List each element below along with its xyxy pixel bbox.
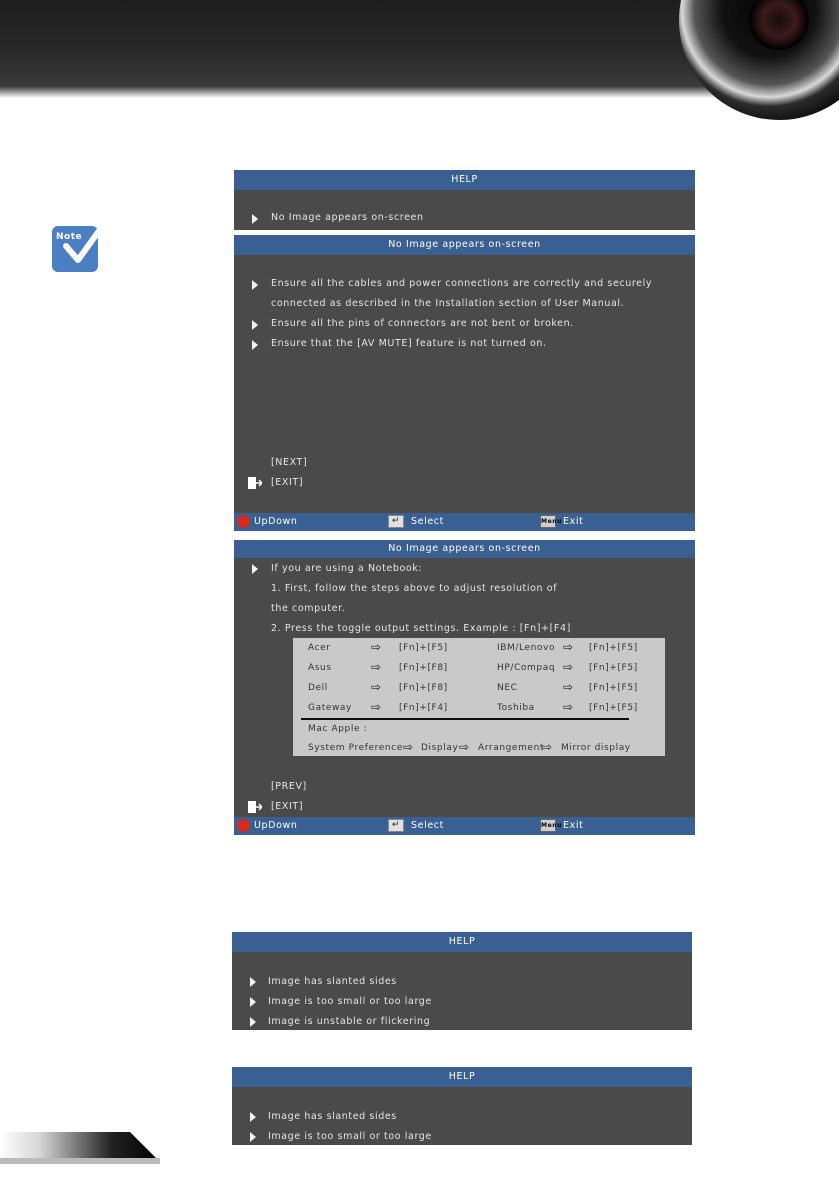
brand-cell: Asus xyxy=(308,663,332,673)
exit-label: Exit xyxy=(563,820,584,831)
hotkey-cell: [Fn]+[F5] xyxy=(589,683,638,693)
arrow-icon: ⇨ xyxy=(459,740,470,754)
updown-icon xyxy=(237,819,250,832)
exit-label: Exit xyxy=(563,516,584,527)
updown-label: UpDown xyxy=(254,516,298,527)
help-item[interactable]: Image has slanted sides xyxy=(268,1111,397,1122)
brand-cell: Toshiba xyxy=(497,703,535,713)
hotkey-cell: [Fn]+[F5] xyxy=(589,703,638,713)
exit-button[interactable]: [EXIT] xyxy=(271,801,304,812)
arrow-icon: ⇨ xyxy=(563,700,574,714)
arrow-icon: ⇨ xyxy=(563,640,574,654)
arrow-icon: ⇨ xyxy=(371,640,382,654)
hotkey-cell: [Fn]+[F5] xyxy=(589,663,638,673)
arrow-right-icon xyxy=(250,997,256,1007)
updown-icon xyxy=(237,515,250,528)
note-icon xyxy=(52,220,104,272)
mac-label: Mac Apple : xyxy=(308,724,368,734)
next-button[interactable]: [NEXT] xyxy=(271,457,308,468)
arrow-icon: ⇨ xyxy=(542,740,553,754)
help-item[interactable]: Image is unstable or flickering xyxy=(268,1016,431,1027)
mac-path-step: Display xyxy=(421,743,459,753)
help-item-no-image[interactable]: No Image appears on-screen xyxy=(271,212,424,223)
arrow-right-icon xyxy=(250,1112,256,1122)
notebook-hotkey-table xyxy=(293,638,665,756)
mac-path-step: System Preference xyxy=(308,743,403,753)
panel3-line-3: the computer. xyxy=(271,603,346,614)
menu-icon: Menu xyxy=(540,819,556,832)
panel-footer xyxy=(234,817,695,835)
help-title: HELP xyxy=(232,1067,692,1087)
mac-path-step: Arrangement xyxy=(478,743,545,753)
arrow-right-icon xyxy=(250,1017,256,1027)
exit-selected-icon xyxy=(248,801,262,813)
brand-cell: Gateway xyxy=(308,703,352,713)
no-image-panel-1 xyxy=(234,235,695,531)
brand-cell: NEC xyxy=(497,683,518,693)
arrow-icon: ⇨ xyxy=(403,740,414,754)
panel2-line-3: Ensure all the pins of connectors are not bent or broken. xyxy=(271,318,574,329)
arrow-icon: ⇨ xyxy=(371,680,382,694)
help-menu-panel xyxy=(234,170,695,230)
hotkey-cell: [Fn]+[F5] xyxy=(399,643,448,653)
arrow-icon: ⇨ xyxy=(563,660,574,674)
arrow-right-icon xyxy=(252,280,258,290)
arrow-right-icon xyxy=(252,214,258,224)
no-image-title: No Image appears on-screen xyxy=(234,235,695,255)
help-menu-panel xyxy=(232,1067,692,1145)
arrow-icon: ⇨ xyxy=(371,660,382,674)
panel2-line-1: Ensure all the cables and power connections are correctly and securely xyxy=(271,278,653,289)
hotkey-cell: [Fn]+[F8] xyxy=(399,683,448,693)
brand-cell: Dell xyxy=(308,683,328,693)
exit-button[interactable]: [EXIT] xyxy=(271,477,304,488)
panel2-line-4: Ensure that the [AV MUTE] feature is not turned on. xyxy=(271,338,547,349)
updown-label: UpDown xyxy=(254,820,298,831)
brand-cell: HP/Compaq xyxy=(497,663,556,673)
panel2-line-2: connected as described in the Installation section of User Manual. xyxy=(271,298,625,309)
help-title: HELP xyxy=(234,170,695,190)
arrow-right-icon xyxy=(252,340,258,350)
arrow-icon: ⇨ xyxy=(563,680,574,694)
select-label: Select xyxy=(411,820,444,831)
brand-cell: Acer xyxy=(308,643,331,653)
help-menu-panel xyxy=(232,932,692,1030)
exit-selected-icon xyxy=(248,477,262,489)
hotkey-cell: [Fn]+[F8] xyxy=(399,663,448,673)
note-icon-label: Note xyxy=(56,232,83,242)
panel3-line-4: 2. Press the toggle output settings. Example : [Fn]+[F4] xyxy=(271,623,571,634)
select-label: Select xyxy=(411,516,444,527)
mac-path-step: Mirror display xyxy=(561,743,631,753)
help-item[interactable]: Image is too small or too large xyxy=(268,1131,432,1142)
no-image-panel-2 xyxy=(234,540,695,835)
menu-icon: Menu xyxy=(540,515,556,528)
page-footer-shadow xyxy=(0,1158,160,1164)
prev-button[interactable]: [PREV] xyxy=(271,781,307,792)
help-item[interactable]: Image is too small or too large xyxy=(268,996,432,1007)
help-item[interactable]: Image has slanted sides xyxy=(268,976,397,987)
hotkey-cell: [Fn]+[F5] xyxy=(589,643,638,653)
no-image-title: No Image appears on-screen xyxy=(234,540,695,558)
arrow-right-icon xyxy=(250,977,256,987)
panel-footer xyxy=(234,513,695,531)
arrow-right-icon xyxy=(252,320,258,330)
enter-icon: ↵ xyxy=(388,819,404,832)
table-divider xyxy=(301,718,629,720)
arrow-right-icon xyxy=(252,564,258,574)
panel3-line-2: 1. First, follow the steps above to adjust resolution of xyxy=(271,583,558,594)
brand-cell: IBM/Lenovo xyxy=(497,643,556,653)
enter-icon: ↵ xyxy=(388,515,404,528)
panel3-line-1: If you are using a Notebook: xyxy=(271,563,423,574)
arrow-icon: ⇨ xyxy=(371,700,382,714)
help-title: HELP xyxy=(232,932,692,952)
hotkey-cell: [Fn]+[F4] xyxy=(399,703,448,713)
arrow-right-icon xyxy=(250,1132,256,1142)
